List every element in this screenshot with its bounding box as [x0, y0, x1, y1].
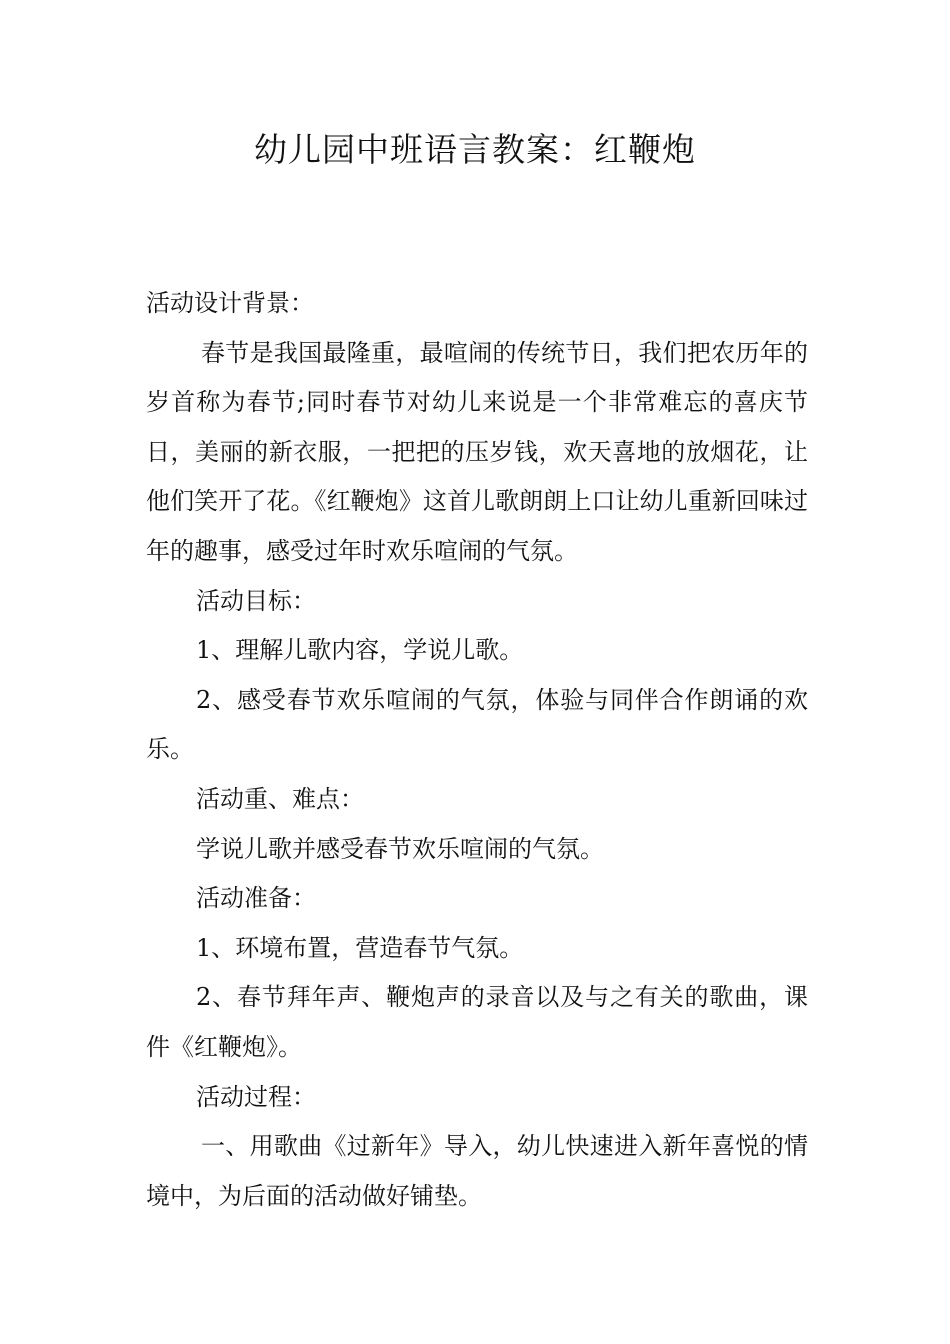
background-paragraph: 春节是我国最隆重，最喧闹的传统节日，我们把农历年的岁首称为春节;同时春节对幼儿来说是一个非常难忘的喜庆节日，美丽的新衣服，一把把的压岁钱，欢天喜地的放烟花，让他们笑开了花。《红鞭炮》这首儿歌朗朗上口让幼儿重新回味过年的趣事，感受过年时欢乐喧闹的气氛。	[146, 338, 808, 565]
process-step-1: 一、用歌曲《过新年》导入，幼儿快速进入新年喜悦的情境中，为后面的活动做好铺垫。	[146, 1132, 808, 1210]
section-heading-goals: 活动目标：	[196, 586, 316, 615]
section-heading-process: 活动过程：	[196, 1082, 316, 1111]
preparation-item-2: 2、春节拜年声、鞭炮声的录音以及与之有关的歌曲，课件《红鞭炮》。	[146, 983, 808, 1061]
section-heading-background: 活动设计背景：	[146, 289, 314, 317]
section-heading-key-points: 活动重、难点：	[196, 784, 364, 813]
key-points-paragraph: 学说儿歌并感受春节欢乐喧闹的气氛。	[196, 834, 604, 863]
section-heading-preparation: 活动准备：	[196, 884, 316, 913]
document-title: 幼儿园中班语言教案：红鞭炮	[254, 130, 696, 169]
document-body	[146, 279, 808, 1221]
goal-item-1: 1、理解儿歌内容，学说儿歌。	[196, 636, 524, 665]
preparation-item-1: 1、环境布置，营造春节气氛。	[196, 933, 524, 962]
goal-item-2: 2、感受春节欢乐喧闹的气氛，体验与同伴合作朗诵的欢乐。	[146, 685, 808, 764]
